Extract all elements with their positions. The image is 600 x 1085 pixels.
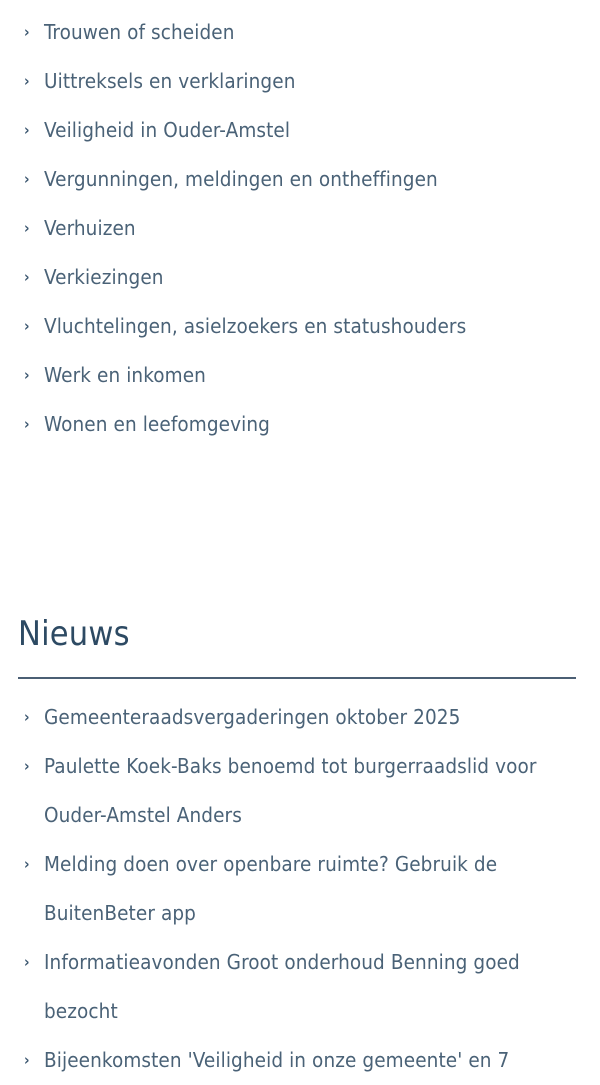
- list-item: [18, 8, 578, 57]
- topic-link-label: Vergunningen, meldingen en ontheffingen: [44, 167, 438, 191]
- topic-list: [18, 8, 578, 449]
- topic-link-label: Verkiezingen: [44, 265, 164, 289]
- list-item: [18, 106, 578, 155]
- news-link-melding-openbare-ruimte[interactable]: [24, 840, 576, 938]
- chevron-right-icon: ›: [24, 366, 30, 384]
- news-section-title: Nieuws: [18, 614, 130, 654]
- news-link-paulette-koek-baks[interactable]: [24, 742, 576, 840]
- list-item: [18, 938, 576, 1036]
- chevron-right-icon: ›: [24, 317, 30, 335]
- topic-link-uittreksels-en-verklaringen[interactable]: [24, 57, 578, 106]
- topic-link-label: Werk en inkomen: [44, 363, 206, 387]
- topic-link-verkiezingen[interactable]: [24, 253, 578, 302]
- topic-link-label: Wonen en leefomgeving: [44, 412, 270, 436]
- news-link-bijeenkomsten-veiligheid[interactable]: [24, 1036, 576, 1085]
- news-link-label: Paulette Koek-Baks benoemd tot burgerraadslid voor Ouder-Amstel Anders: [44, 754, 537, 827]
- topic-link-label: Vluchtelingen, asielzoekers en statushouders: [44, 314, 467, 338]
- chevron-right-icon: ›: [24, 23, 30, 41]
- topic-link-trouwen-of-scheiden[interactable]: [24, 8, 578, 57]
- topic-link-vluchtelingen-asielzoekers-en-statushouders[interactable]: [24, 302, 578, 351]
- list-item: [18, 400, 578, 449]
- topic-link-wonen-en-leefomgeving[interactable]: [24, 400, 578, 449]
- news-link-label: Melding doen over openbare ruimte? Gebruik de BuitenBeter app: [44, 852, 498, 925]
- list-item: [18, 742, 576, 840]
- list-item: [18, 253, 578, 302]
- news-list: [18, 693, 576, 1085]
- news-section: [18, 612, 576, 1085]
- chevron-right-icon: ›: [24, 170, 30, 188]
- news-link-label: Gemeenteraadsvergaderingen oktober 2025: [44, 705, 461, 729]
- chevron-right-icon: ›: [24, 953, 30, 971]
- chevron-right-icon: ›: [24, 268, 30, 286]
- chevron-right-icon: ›: [24, 855, 30, 873]
- topic-link-werk-en-inkomen[interactable]: [24, 351, 578, 400]
- news-link-gemeenteraadsvergaderingen[interactable]: [24, 693, 576, 742]
- topic-link-label: Verhuizen: [44, 216, 136, 240]
- news-link-label: Bijeenkomsten 'Veiligheid in onze gemeente' en 7: [44, 1048, 510, 1072]
- list-item: [18, 57, 578, 106]
- topic-link-label: Trouwen of scheiden: [44, 20, 235, 44]
- list-item: [18, 693, 576, 742]
- topic-link-veiligheid-in-ouder-amstel[interactable]: [24, 106, 578, 155]
- topic-link-vergunningen-meldingen-en-ontheffingen[interactable]: [24, 155, 578, 204]
- chevron-right-icon: ›: [24, 72, 30, 90]
- news-link-label: Informatieavonden Groot onderhoud Benning goed bezocht: [44, 950, 520, 1023]
- topic-link-label: Veiligheid in Ouder-Amstel: [44, 118, 291, 142]
- topic-link-verhuizen[interactable]: [24, 204, 578, 253]
- chevron-right-icon: ›: [24, 219, 30, 237]
- chevron-right-icon: ›: [24, 415, 30, 433]
- list-item: [18, 155, 578, 204]
- list-item: [18, 1036, 576, 1085]
- chevron-right-icon: ›: [24, 121, 30, 139]
- chevron-right-icon: ›: [24, 757, 30, 775]
- news-link-informatieavonden-benning[interactable]: [24, 938, 576, 1036]
- chevron-right-icon: ›: [24, 1051, 30, 1069]
- list-item: [18, 840, 576, 938]
- list-item: [18, 302, 578, 351]
- topic-link-list: [18, 8, 578, 449]
- list-item: [18, 351, 578, 400]
- news-divider: [18, 677, 576, 679]
- list-item: [18, 204, 578, 253]
- topic-link-label: Uittreksels en verklaringen: [44, 69, 296, 93]
- chevron-right-icon: ›: [24, 708, 30, 726]
